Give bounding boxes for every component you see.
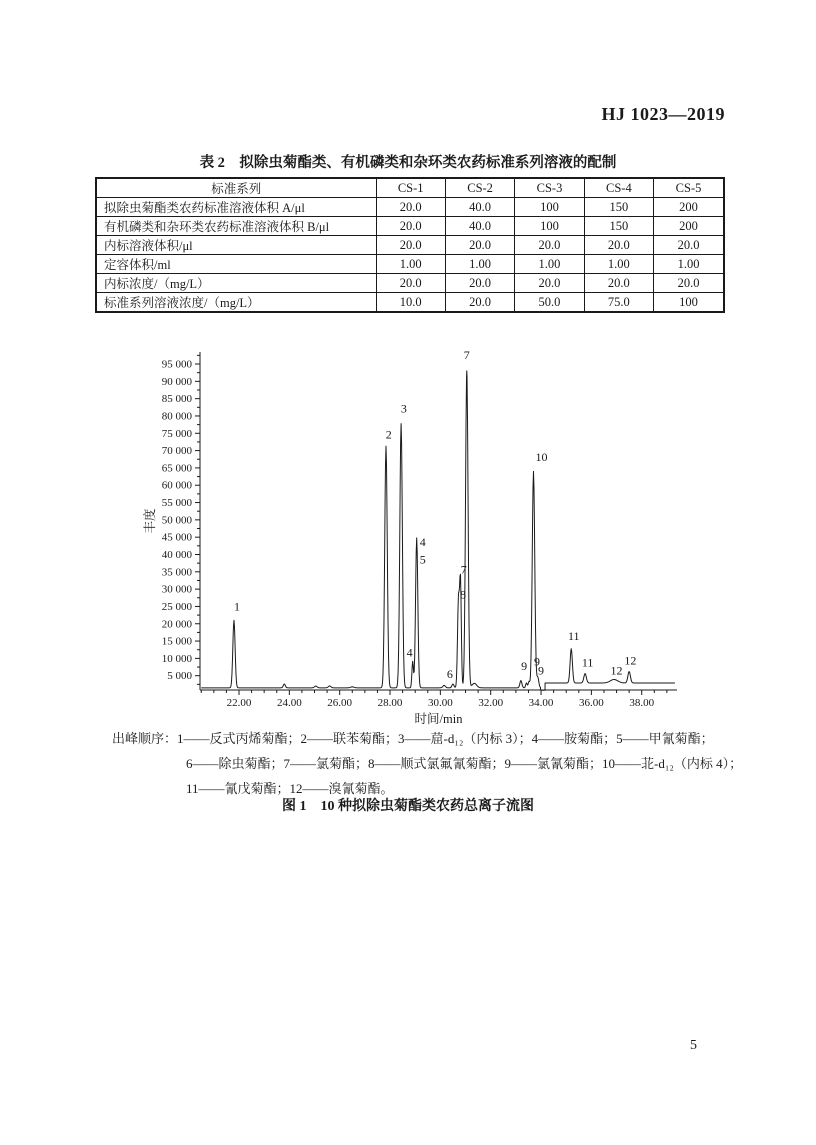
table-cell: 1.00 xyxy=(654,255,724,274)
peak-labels xyxy=(234,348,636,681)
table-cell: 50.0 xyxy=(515,293,584,313)
table-cell: 200 xyxy=(654,198,724,217)
y-tick-label: 45 000 xyxy=(161,531,192,544)
caption-line-2: 6——除虫菊酯；7——氯菊酯；8——顺式氯氟氰菊酯；9——氯氰菊酯；10——苝-d₁₂（内标 4）； xyxy=(186,756,743,771)
total-ion-chromatogram xyxy=(140,345,685,730)
table-cell: 20.0 xyxy=(376,198,445,217)
table-row xyxy=(96,198,724,217)
y-axis-title: 丰度 xyxy=(143,508,157,534)
table-cell: 40.0 xyxy=(445,198,514,217)
peak-label-4: 4 xyxy=(419,534,426,549)
peak-label-11: 11 xyxy=(581,655,594,670)
standard-series-table xyxy=(95,177,725,313)
peak-label-3: 3 xyxy=(400,401,407,416)
table-header-cell: CS-1 xyxy=(376,178,445,198)
y-tick-label: 20 000 xyxy=(161,618,192,631)
table-cell: 150 xyxy=(584,217,653,236)
table-cell: 20.0 xyxy=(445,274,514,293)
y-tick-label: 85 000 xyxy=(161,393,192,406)
peak-label-9: 9 xyxy=(521,658,528,673)
y-tick-label: 25 000 xyxy=(161,600,192,613)
y-tick-label: 75 000 xyxy=(161,427,192,440)
x-tick-label: 30.00 xyxy=(427,697,453,709)
table-cell: 20.0 xyxy=(376,217,445,236)
table-cell: 40.0 xyxy=(445,217,514,236)
table-title: 表 2 拟除虫菊酯类、有机磷类和杂环类农药标准系列溶液的配制 xyxy=(199,155,617,171)
x-tick-label: 22.00 xyxy=(226,697,252,709)
tic-trace xyxy=(201,371,675,690)
table-header-cell: CS-2 xyxy=(445,178,514,198)
x-tick-labels xyxy=(227,697,655,709)
table-cell: 100 xyxy=(515,217,584,236)
table-cell: 1.00 xyxy=(515,255,584,274)
chart-axes xyxy=(195,352,677,695)
table-header-cell: CS-4 xyxy=(584,178,653,198)
x-tick-label: 26.00 xyxy=(327,697,353,709)
table-cell: 10.0 xyxy=(376,293,445,313)
x-axis-title: 时间/min xyxy=(414,712,463,726)
x-tick-label: 34.00 xyxy=(528,697,554,709)
peak-order-caption xyxy=(112,726,743,801)
table-header xyxy=(96,178,724,198)
page-number: 5 xyxy=(690,1038,697,1053)
table-cell: 20.0 xyxy=(376,274,445,293)
peak-label-5: 5 xyxy=(419,552,426,567)
table-cell: 20.0 xyxy=(515,236,584,255)
figure-title: 图 1 10 种拟除虫菊酯类农药总离子流图 xyxy=(282,799,534,814)
x-tick-label: 38.00 xyxy=(629,697,655,709)
y-tick-label: 30 000 xyxy=(161,583,192,596)
y-tick-label: 90 000 xyxy=(161,375,192,388)
y-tick-label: 80 000 xyxy=(161,410,192,423)
table-row-label: 内标浓度/（mg/L） xyxy=(96,274,376,293)
table-row-label: 内标溶液体积/μl xyxy=(96,236,376,255)
standard-code: HJ 1023—2019 xyxy=(601,104,725,124)
table-cell: 100 xyxy=(654,293,724,313)
table-cell: 20.0 xyxy=(654,274,724,293)
table-row xyxy=(96,274,724,293)
peak-label-9: 9 xyxy=(538,663,545,678)
table-cell: 1.00 xyxy=(376,255,445,274)
table-cell: 200 xyxy=(654,217,724,236)
y-tick-label: 10 000 xyxy=(161,652,192,665)
x-tick-label: 36.00 xyxy=(579,697,604,709)
x-tick-label: 28.00 xyxy=(377,697,403,709)
table-row xyxy=(96,217,724,236)
peak-label-7: 7 xyxy=(460,562,467,577)
y-tick-label: 35 000 xyxy=(161,566,192,579)
table-row-label: 定容体积/ml xyxy=(96,255,376,274)
table-cell: 20.0 xyxy=(445,236,514,255)
x-tick-label: 24.00 xyxy=(276,697,302,709)
table-header-row xyxy=(96,178,724,198)
table-cell: 20.0 xyxy=(584,274,653,293)
table-cell: 20.0 xyxy=(654,236,724,255)
table-cell: 20.0 xyxy=(515,274,584,293)
y-tick-label: 60 000 xyxy=(161,479,192,492)
peak-label-1: 1 xyxy=(233,599,240,614)
table-row-label: 拟除虫菊酯类农药标准溶液体积 A/μl xyxy=(96,198,376,217)
chromatogram-figure xyxy=(140,345,685,730)
table-row xyxy=(96,255,724,274)
peak-label-6: 6 xyxy=(446,667,453,682)
peak-label-10: 10 xyxy=(535,449,548,464)
table-cell: 1.00 xyxy=(445,255,514,274)
peak-label-7: 7 xyxy=(463,347,470,362)
y-tick-label: 15 000 xyxy=(161,635,192,648)
table-cell: 100 xyxy=(515,198,584,217)
peak-label-12: 12 xyxy=(624,653,637,668)
y-tick-label: 55 000 xyxy=(161,497,192,510)
table-cell: 1.00 xyxy=(584,255,653,274)
table-row xyxy=(96,236,724,255)
table-body xyxy=(96,198,724,313)
table-row-label: 标准系列溶液浓度/（mg/L） xyxy=(96,293,376,313)
peak-label-12: 12 xyxy=(610,663,623,678)
table-header-cell: CS-3 xyxy=(515,178,584,198)
table-cell: 75.0 xyxy=(584,293,653,313)
peak-label-2: 2 xyxy=(385,427,392,442)
caption-line-3: 11——氰戊菊酯；12——溴氰菊酯。 xyxy=(186,781,394,796)
caption-line-1: 出峰顺序：1——反式丙烯菊酯；2——联苯菊酯；3——䓛-d₁₂（内标 3）；4——胺菊酯；5——甲氰菊酯； xyxy=(112,731,714,746)
y-tick-label: 65 000 xyxy=(161,462,192,475)
table-header-cell: 标准系列 xyxy=(96,178,376,198)
y-tick-label: 95 000 xyxy=(161,358,192,371)
peak-label-11: 11 xyxy=(567,629,580,644)
peak-label-8: 8 xyxy=(460,587,467,602)
table-row xyxy=(96,293,724,313)
y-tick-label: 40 000 xyxy=(161,548,192,561)
table-row-label: 有机磷类和杂环类农药标准溶液体积 B/μl xyxy=(96,217,376,236)
table-header-cell: CS-5 xyxy=(654,178,724,198)
peak-label-9: 9 xyxy=(534,654,541,669)
y-tick-label: 70 000 xyxy=(161,445,192,458)
y-tick-label: 5 000 xyxy=(167,670,192,683)
peak-label-4: 4 xyxy=(406,645,413,660)
table-cell: 20.0 xyxy=(376,236,445,255)
x-tick-label: 32.00 xyxy=(478,697,504,709)
table-cell: 20.0 xyxy=(445,293,514,313)
y-tick-label: 50 000 xyxy=(161,514,192,527)
table-cell: 150 xyxy=(584,198,653,217)
table-cell: 20.0 xyxy=(584,236,653,255)
y-tick-labels xyxy=(162,359,193,683)
